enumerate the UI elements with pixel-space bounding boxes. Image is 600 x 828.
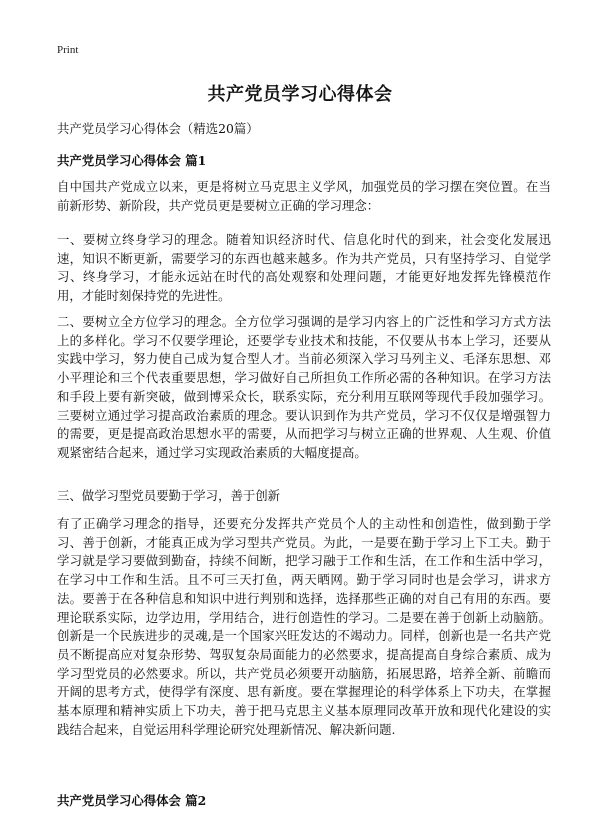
- paragraph-intro: 自中国共产党成立以来，更是将树立马克思主义学风，加强党员的学习摆在突位置。在当前新形势、新阶段，共产党员更是要树立正确的学习理念：: [57, 179, 551, 213]
- print-link[interactable]: Print: [57, 44, 79, 56]
- document-subtitle: 共产党员学习心得体会（精选20篇）: [57, 121, 259, 136]
- paragraph-point-three-heading: 三、做学习型党员要勤于学习，善于创新: [57, 488, 281, 503]
- section-heading-1: 共产党员学习心得体会 篇1: [57, 153, 207, 168]
- paragraph-all-round-learning: 二、要树立全方位学习的理念。全方位学习强调的是学习内容上的广泛性和学习方式方法上的多样化。学习不仅要学理论，还要学专业技术和技能，不仅要从书本上学习，还要从实践中学习，努力使自己成为复合型人才。当前必须深入学习马列主义、毛泽东思想、邓小平理论和三个代表重要思想，学习做好自己所担负工作所必需的各种知识。在学习方法和手段上要有新突破，做到博采众长，联系实际，充分利用互联网等现代手段加强学习。三要树立通过学习提高政治素质的理念。要认识到作为共产党员，学习不仅仅是增强智力的需要，更是提高政治思想水平的需要，从而把学习与树立正确的世界观、人生观、价值观紧密结合起来，通过学习实现政治素质的大幅度提高。: [57, 314, 551, 460]
- document-title: 共产党员学习心得体会: [207, 84, 393, 105]
- paragraph-lifelong-learning: 一、要树立终身学习的理念。随着知识经济时代、信息化时代的到来，社会变化发展迅速，知识不断更新，需要学习的东西也越来越多。作为共产党员，只有坚持学习、自觉学习、终身学习，才能永远站在时代的高处观察和处理问题，才能更好地发挥先锋模范作用，才能时刻保持党的先进性。: [57, 232, 551, 304]
- paragraph-diligent-innovation: 有了正确学习理念的指导，还要充分发挥共产党员个人的主动性和创造性，做到勤于学习、善于创新，才能真正成为学习型共产党员。为此，一是要在勤于学习上下工夫。勤于学习就是学习要做到勤奋，持续不间断，把学习融于工作和生活，在工作和生活中学习，在学习中工作和生活。且不可三天打鱼，两天晒网。勤于学习同时也是会学习，讲求方法。要善于在各种信息和知识中进行判别和选择，选择那些正确的对自己有用的东西。要理论联系实际，边学边用，学用结合，进行创造性的学习。二是要在善于创新上动脑筋。创新是一个民族进步的灵魂,是一个国家兴旺发达的不竭动力。同样，创新也是一名共产党员不断提高应对复杂形势、驾驭复杂局面能力的必然要求，提高提高自身综合素质、成为学习型党员的必然要求。所以，共产党员必须要开动脑筋，拓展思路，培养全新、前瞻而开阔的思考方式，使得学有深度、思有新度。要在掌握理论的科学体系上下功夫，在掌握基本原理和精神实质上下功夫，善于把马克思主义基本原理同改革开放和现代化建设的实践结合起来，自觉运用科学理论研究处理新情况、解决新问题.: [57, 516, 551, 737]
- section-heading-2: 共产党员学习心得体会 篇2: [57, 793, 207, 808]
